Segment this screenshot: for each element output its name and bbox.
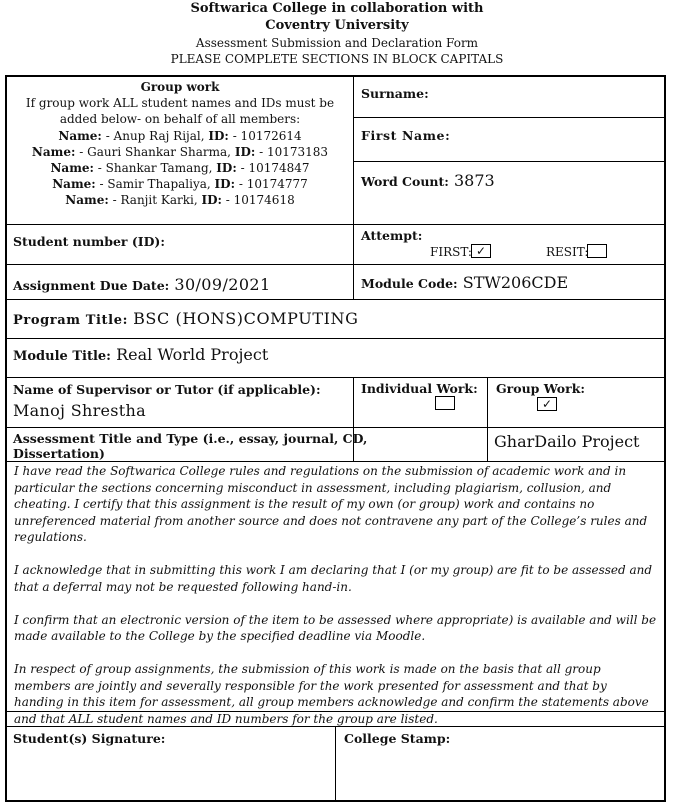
group-work-checkbox[interactable]: ✓: [537, 397, 557, 411]
module-title-label: Module Title:: [13, 349, 111, 364]
program-title-value: BSC (HONS)COMPUTING: [133, 309, 359, 328]
program-title-field: [13, 309, 359, 328]
group-work-title: Group work: [140, 80, 220, 94]
college-title: Softwarica College in collaboration with: [190, 1, 484, 16]
declaration-paragraph: I acknowledge that in submitting this work I am declaring that I (or my group) are fit to be assessed and that a deferral may not be requested following hand-in.: [14, 563, 653, 594]
word-count-value: 3873: [453, 171, 495, 190]
first-attempt-checkbox[interactable]: ✓: [471, 244, 491, 258]
resit-checkbox[interactable]: [587, 244, 607, 258]
declaration-paragraph: In respect of group assignments, the submission of this work is made on the basis that all group members are jointly and severally responsible for the work presented for assessment and that by handing in this item for assessment, all group members acknowledge and confirm the statements above and that ALL student names and ID numbers for the group are listed.: [14, 662, 649, 726]
student-number-label: Student number (ID):: [13, 234, 165, 249]
member-row: Name: - Samir Thapaliya, ID: - 10174777: [52, 177, 308, 192]
surname-label: Surname:: [361, 86, 429, 101]
member-row: Name: - Gauri Shankar Sharma, ID: - 10173183: [31, 144, 329, 159]
word-count-label: Word Count:: [361, 174, 449, 189]
group-work-instruction-2: added below- on behalf of all members:: [59, 112, 301, 127]
member-row: Name: - Shankar Tamang, ID: - 10174847: [50, 161, 310, 176]
university-title: Coventry University: [265, 18, 409, 33]
group-work-instruction-1: If group work ALL student names and IDs must be: [25, 96, 335, 111]
individual-work-checkbox[interactable]: [435, 396, 455, 410]
group-work-section: [7, 79, 353, 209]
module-code-field: [361, 273, 568, 292]
group-work-label: Group Work:: [496, 381, 585, 396]
signature-label: Student(s) Signature:: [13, 731, 166, 746]
declaration-text: [14, 463, 659, 727]
first-attempt-label: FIRST:: [430, 245, 472, 259]
assessment-title-value: GharDailo Project: [494, 432, 640, 451]
declaration-paragraph: I confirm that an electronic version of the item to be assessed where appropriate) is available and will be made available to the College by the specified deadline via Moodle.: [14, 612, 657, 643]
module-code-label: Module Code:: [361, 276, 458, 291]
member-row: Name: - Anup Raj Rijal, ID: - 10172614: [58, 128, 302, 143]
college-stamp-label: College Stamp:: [344, 731, 451, 746]
signature-area[interactable]: [8, 750, 334, 799]
due-date-label: Assignment Due Date:: [13, 278, 170, 293]
first-name-label: First Name:: [361, 128, 451, 143]
due-date-value: 30/09/2021: [174, 275, 271, 294]
word-count-field: [361, 171, 495, 190]
module-code-value: STW206CDE: [462, 273, 569, 292]
member-row: Name: - Ranjit Karki, ID: - 10174618: [65, 193, 295, 208]
supervisor-label: Name of Supervisor or Tutor (if applicable):: [13, 382, 321, 397]
module-title-value: Real World Project: [116, 345, 269, 364]
form-instruction: PLEASE COMPLETE SECTIONS IN BLOCK CAPITALS: [170, 52, 504, 66]
assessment-title-label: Assessment Title and Type (i.e., essay, journal, CD, Dissertation): [13, 431, 368, 461]
due-date-field: [13, 275, 271, 294]
attempt-label: Attempt:: [361, 228, 423, 243]
program-title-label: Program Title:: [13, 313, 128, 328]
supervisor-value: Manoj Shrestha: [13, 401, 146, 420]
resit-label: RESIT:: [546, 245, 589, 259]
college-stamp-area: [337, 750, 663, 799]
form-title: Assessment Submission and Declaration Form: [195, 36, 479, 50]
individual-work-label: Individual Work:: [361, 381, 478, 396]
module-title-field: [13, 345, 268, 364]
declaration-paragraph: I have read the Softwarica College rules and regulations on the submission of academic work and in particular the sections concerning misconduct in assessment, including plagiarism, collusion, and cheating. I certify that this assignment is the result of my own (or group) work and contains no unreferenced material from another source and does not contravene any part of the College’s rules and regulations.: [14, 464, 648, 544]
